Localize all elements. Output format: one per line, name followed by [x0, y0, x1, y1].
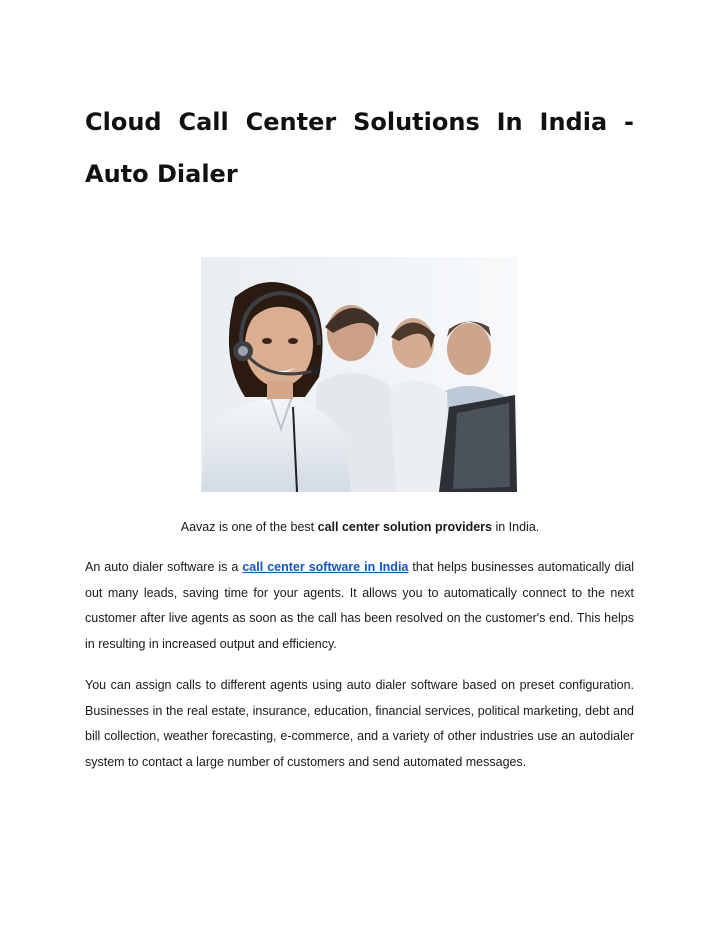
caption-bold-text: call center solution providers: [317, 520, 492, 534]
paragraph-auto-dialer: [85, 555, 634, 658]
document-title: Cloud Call Center Solutions In India - Auto Dialer: [85, 108, 634, 188]
paragraph-assign-calls: You can assign calls to different agents using auto dialer software based on preset configuration. Businesses in the real estate, insurance, education, financial services, political marketing, debt and bill collection, weather forecasting, e-commerce, and a variety of other industries use an autodialer system to contact a large number of customers and send automated messages.: [85, 678, 634, 770]
caption-text-before: Aavaz is one of the best: [180, 520, 318, 534]
paragraph1-text-after: that helps businesses automatically dial out many leads, saving time for your agents. It allows you to automatically connect to the next customer after live agents as soon as the call has been resolved on the customer's end. This helps in resulting in increased output and efficiency.: [85, 560, 634, 652]
call-center-agents-photo: [201, 257, 518, 492]
call-center-software-link[interactable]: call center software in India: [242, 560, 409, 574]
caption-text-after: in India.: [491, 520, 540, 534]
paragraph1-text-before: An auto dialer software is a: [85, 560, 243, 574]
image-caption: [0, 518, 720, 536]
